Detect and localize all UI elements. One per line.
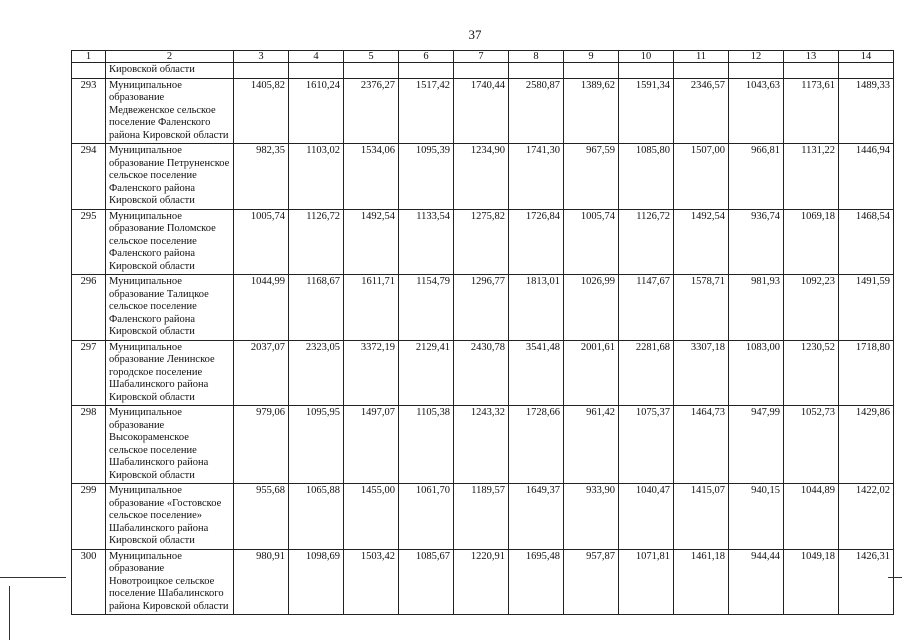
value-cell: 1611,71 [344,275,399,341]
municipality-name: Муниципальное образование Ленинское городское поселение Шабалинского района Кировской области [106,340,234,406]
value-cell: 1468,54 [839,209,894,275]
row-number: 300 [72,549,106,615]
value-cell: 980,91 [234,549,289,615]
value-cell: 2376,27 [344,78,399,144]
value-cell: 1718,80 [839,340,894,406]
value-cell: 1464,73 [674,406,729,484]
municipality-name: Муниципальное образование Поломское сельское поселение Фаленского района Кировской области [106,209,234,275]
value-cell: 1133,54 [399,209,454,275]
value-cell: 936,74 [729,209,784,275]
value-cell: 955,68 [234,484,289,550]
value-cell: 1103,02 [289,144,344,210]
municipality-name: Муниципальное образование Высокораменское сельское поселение Шабалинского района Кировской области [106,406,234,484]
continuation-name: Кировской области [106,63,234,79]
value-cell: 1455,00 [344,484,399,550]
table-row [72,144,894,210]
row-number: 299 [72,484,106,550]
column-header: 9 [564,51,619,63]
column-header: 12 [729,51,784,63]
value-cell: 1220,91 [454,549,509,615]
value-cell: 1813,01 [509,275,564,341]
value-cell: 2001,61 [564,340,619,406]
column-header: 1 [72,51,106,63]
value-cell: 1069,18 [784,209,839,275]
value-cell: 1040,47 [619,484,674,550]
row-number: 295 [72,209,106,275]
value-cell: 2037,07 [234,340,289,406]
scan-mark-right [888,577,902,578]
value-cell: 1415,07 [674,484,729,550]
value-cell: 1095,95 [289,406,344,484]
value-cell: 2580,87 [509,78,564,144]
value-cell: 933,90 [564,484,619,550]
value-cell: 1092,23 [784,275,839,341]
value-cell: 1507,00 [674,144,729,210]
column-header: 4 [289,51,344,63]
table-row [72,209,894,275]
value-cell: 3307,18 [674,340,729,406]
value-cell: 1044,89 [784,484,839,550]
column-header: 11 [674,51,729,63]
value-cell: 2281,68 [619,340,674,406]
column-header: 3 [234,51,289,63]
value-cell: 979,06 [234,406,289,484]
value-cell: 1243,32 [454,406,509,484]
column-header: 13 [784,51,839,63]
value-cell: 1426,31 [839,549,894,615]
value-cell: 961,42 [564,406,619,484]
value-cell: 982,35 [234,144,289,210]
table-row [72,340,894,406]
value-cell: 1189,57 [454,484,509,550]
value-cell: 1534,06 [344,144,399,210]
value-cell: 1491,59 [839,275,894,341]
value-cell: 1147,67 [619,275,674,341]
value-cell: 1503,42 [344,549,399,615]
value-cell: 1489,33 [839,78,894,144]
data-table [71,50,894,615]
municipality-name: Муниципальное образование Талицкое сельское поселение Фаленского района Кировской области [106,275,234,341]
value-cell: 1578,71 [674,275,729,341]
column-header: 8 [509,51,564,63]
value-cell: 1740,44 [454,78,509,144]
value-cell: 944,44 [729,549,784,615]
value-cell: 1429,86 [839,406,894,484]
value-cell: 1154,79 [399,275,454,341]
continuation-index [72,63,106,79]
value-cell: 1591,34 [619,78,674,144]
value-cell: 1275,82 [454,209,509,275]
table-row [72,549,894,615]
value-cell: 1446,94 [839,144,894,210]
value-cell: 1052,73 [784,406,839,484]
value-cell: 1095,39 [399,144,454,210]
value-cell: 1649,37 [509,484,564,550]
column-header: 2 [106,51,234,63]
value-cell: 1230,52 [784,340,839,406]
value-cell: 3541,48 [509,340,564,406]
municipality-name: Муниципальное образование «Гостовское сельское поселение» Шабалинского района Кировской области [106,484,234,550]
value-cell: 947,99 [729,406,784,484]
table-row [72,406,894,484]
page-number: 37 [468,27,482,42]
table-row [72,275,894,341]
value-cell: 1168,67 [289,275,344,341]
column-header: 14 [839,51,894,63]
value-cell: 966,81 [729,144,784,210]
value-cell: 1026,99 [564,275,619,341]
column-header: 10 [619,51,674,63]
continuation-row [72,63,894,79]
value-cell: 1728,66 [509,406,564,484]
value-cell: 1126,72 [619,209,674,275]
value-cell: 1098,69 [289,549,344,615]
column-header: 5 [344,51,399,63]
row-number: 293 [72,78,106,144]
value-cell: 1061,70 [399,484,454,550]
value-cell: 2346,57 [674,78,729,144]
value-cell: 1234,90 [454,144,509,210]
value-cell: 1492,54 [344,209,399,275]
value-cell: 1044,99 [234,275,289,341]
value-cell: 2323,05 [289,340,344,406]
value-cell: 1083,00 [729,340,784,406]
value-cell: 1049,18 [784,549,839,615]
value-cell: 1005,74 [234,209,289,275]
value-cell: 1695,48 [509,549,564,615]
value-cell: 1065,88 [289,484,344,550]
value-cell: 1517,42 [399,78,454,144]
municipality-name: Муниципальное образование Новотроицкое сельское поселение Шабалинского района Кировской области [106,549,234,615]
value-cell: 1610,24 [289,78,344,144]
scan-mark-left [0,577,66,578]
value-cell: 1075,37 [619,406,674,484]
value-cell: 981,93 [729,275,784,341]
value-cell: 1105,38 [399,406,454,484]
value-cell: 1492,54 [674,209,729,275]
value-cell: 1296,77 [454,275,509,341]
value-cell: 1726,84 [509,209,564,275]
scan-mark-left-vertical [9,586,10,640]
row-number: 297 [72,340,106,406]
municipality-name: Муниципальное образование Медвеженское сельское поселение Фаленского района Кировской области [106,78,234,144]
value-cell: 1131,22 [784,144,839,210]
municipality-name: Муниципальное образование Петруненское сельское поселение Фаленского района Кировской области [106,144,234,210]
value-cell: 1389,62 [564,78,619,144]
header-row [72,51,894,63]
value-cell: 3372,19 [344,340,399,406]
value-cell: 1126,72 [289,209,344,275]
value-cell: 1741,30 [509,144,564,210]
value-cell: 1422,02 [839,484,894,550]
value-cell: 1461,18 [674,549,729,615]
column-header: 6 [399,51,454,63]
value-cell: 1071,81 [619,549,674,615]
table-row [72,78,894,144]
value-cell: 1005,74 [564,209,619,275]
value-cell: 1085,67 [399,549,454,615]
value-cell: 1405,82 [234,78,289,144]
value-cell: 2430,78 [454,340,509,406]
value-cell: 1085,80 [619,144,674,210]
value-cell: 1043,63 [729,78,784,144]
value-cell: 940,15 [729,484,784,550]
table-row [72,484,894,550]
row-number: 298 [72,406,106,484]
value-cell: 1173,61 [784,78,839,144]
value-cell: 967,59 [564,144,619,210]
column-header: 7 [454,51,509,63]
row-number: 296 [72,275,106,341]
value-cell: 957,87 [564,549,619,615]
row-number: 294 [72,144,106,210]
value-cell: 2129,41 [399,340,454,406]
value-cell: 1497,07 [344,406,399,484]
